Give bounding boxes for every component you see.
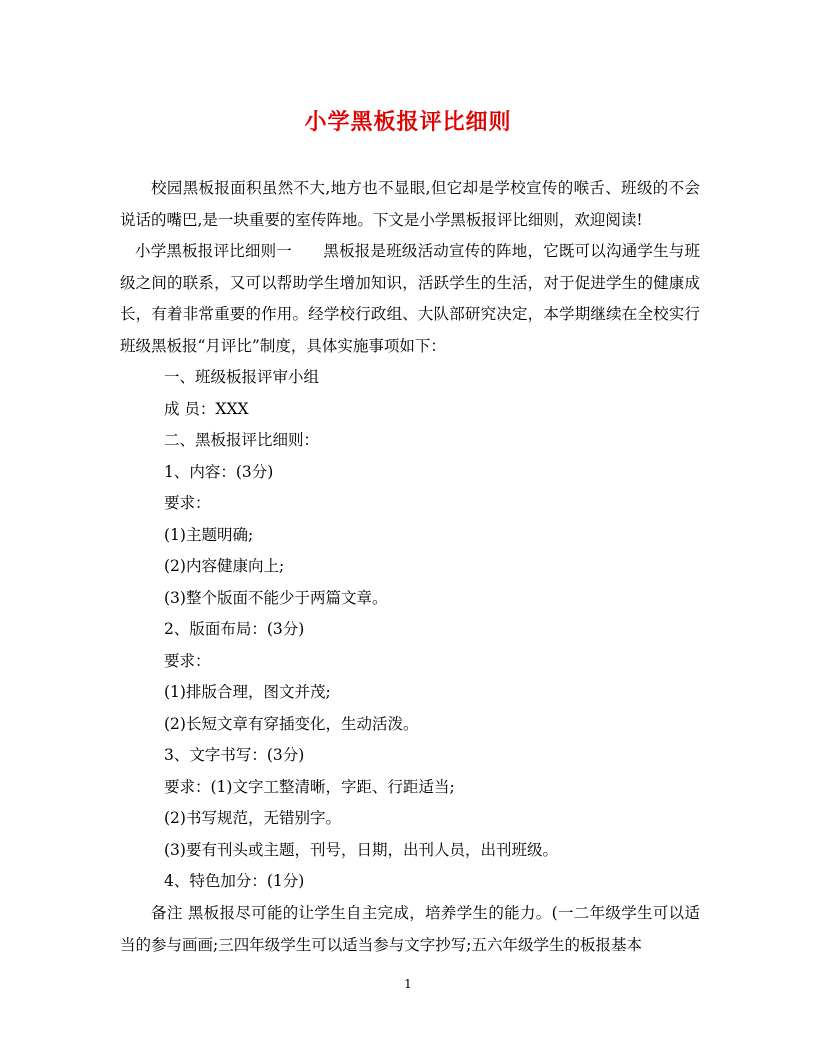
list-item: 4、特色加分：(1分) — [164, 872, 305, 890]
list-item: (2)长短文章有穿插变化，生动活泼。 — [164, 715, 419, 733]
list-item: 要求：(1)文字工整清晰，字距、行距适当; — [164, 778, 455, 796]
document-title: 小学黑板报评比细则 — [304, 109, 512, 135]
list-item: 二、黑板报评比细则： — [164, 431, 320, 449]
list-item: 一、班级板报评审小组 — [164, 368, 320, 386]
list-item: 3、文字书写：(3分) — [164, 746, 305, 764]
list-item: (1)排版合理，图文并茂; — [164, 683, 331, 701]
list-item: 1、内容：(3分) — [164, 463, 274, 481]
list-item: (3)要有刊头或主题，刊号，日期，出刊人员，出刊班级。 — [164, 841, 558, 859]
list-item: (3)整个版面不能少于两篇文章。 — [164, 589, 388, 607]
list-item: (2)书写规范，无错别字。 — [164, 809, 341, 827]
list-item: 成 员：XXX — [164, 400, 249, 418]
list-item: 要求： — [164, 494, 211, 512]
list-item: 2、版面布局：(3分) — [164, 620, 305, 638]
intro-paragraph: 校园黑板报面积虽然不大,地方也不显眼,但它却是学校宣传的喉舌、班级的不会说话的嘴巴,是一块重要的室传阵地。下文是小学黑板报评比细则，欢迎阅读! — [120, 179, 700, 229]
page-number: 1 — [404, 977, 412, 991]
list-item: 要求： — [164, 652, 211, 670]
list-item: (1)主题明确; — [164, 526, 254, 544]
note-paragraph: 备注 黑板报尽可能的让学生自主完成，培养学生的能力。(一二年级学生可以适当的参与画画;三四年级学生可以适当参与文字抄写;五六年级学生的板报基本 — [120, 904, 700, 954]
list-item: (2)内容健康向上; — [164, 557, 285, 575]
section1-paragraph: 小学黑板报评比细则一 黑板报是班级活动宣传的阵地，它既可以沟通学生与班级之间的联系，又可以帮助学生增加知识，活跃学生的生活，对于促进学生的健康成长，有着非常重要的作用。经学校行政组、大队部研究决定，本学期继续在全校实行班级黑板报“月评比”制度，具体实施事项如下： — [120, 242, 700, 355]
